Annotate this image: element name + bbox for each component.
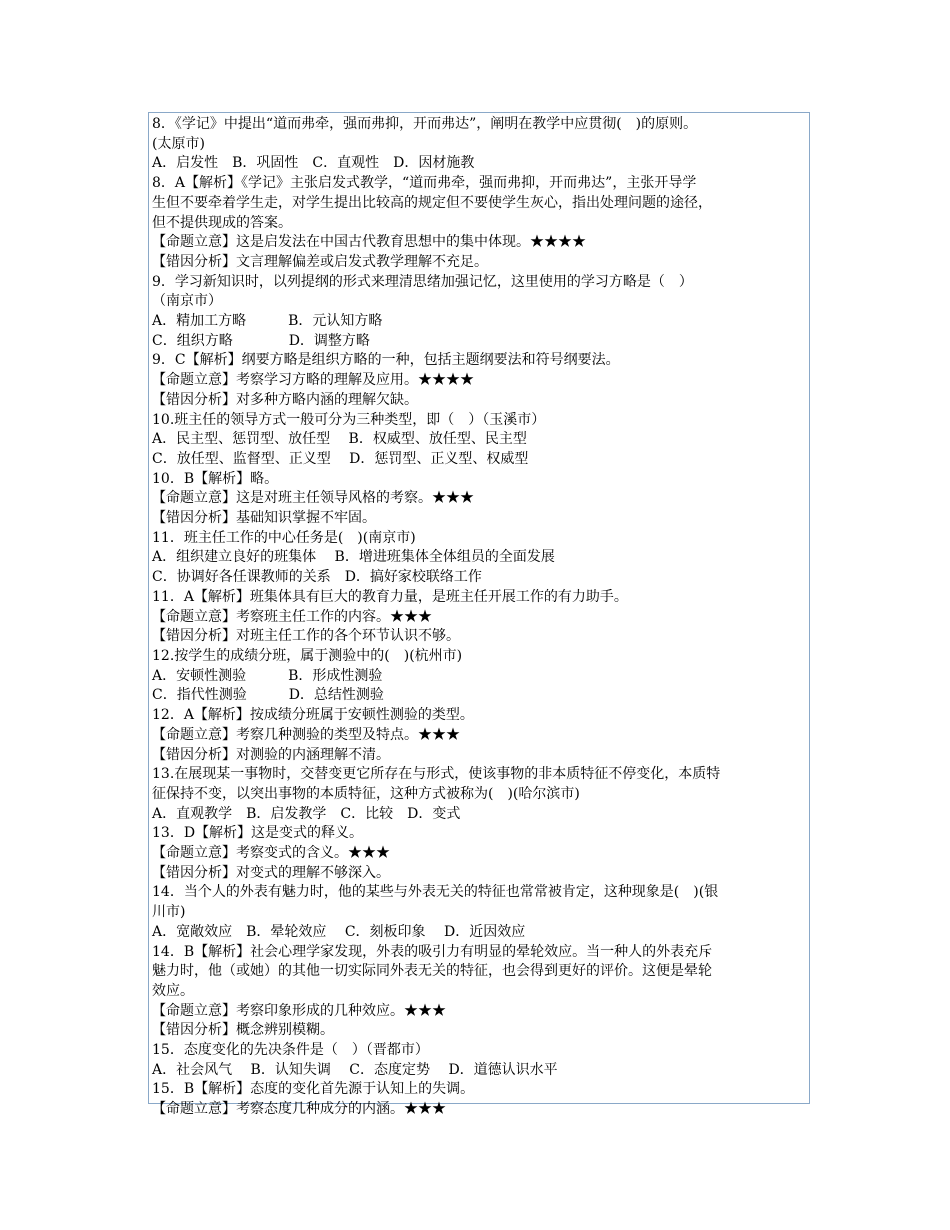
text-line: 【错因分析】文言理解偏差或启发式教学理解不充足。 (152, 253, 488, 270)
text-line: (太原市) (152, 135, 205, 152)
text-line: 【命题立意】考察学习方略的理解及应用。★★★★ (152, 372, 474, 389)
text-line: 川市) (152, 904, 186, 921)
text-line: 【命题立意】考察班主任工作的内容。★★★ (152, 608, 432, 625)
text-line: 14．B【解析】社会心理学家发现，外表的吸引力有明显的晕轮效应。当一种人的外表充斥 (152, 943, 713, 960)
text-line: 征保持不变，以突出事物的本质特征，这种方式被称为( )(哈尔滨市) (152, 785, 580, 802)
text-line: 【命题立意】这是启发法在中国古代教育思想中的集中体现。★★★★ (152, 234, 586, 251)
text-line: 14．当个人的外表有魅力时，他的某些与外表无关的特征也常常被肯定，这种现象是( )(银 (152, 884, 719, 901)
text-line: 9．学习新知识时，以列提纲的形式来理清思绪加强记忆，这里使用的学习方略是（ ） (152, 273, 693, 290)
text-line: 【命题立意】这是对班主任领导风格的考察。★★★ (152, 490, 474, 507)
text-line: A．精加工方略 B．元认知方略 (152, 313, 383, 330)
text-line: C．指代性测验 D．总结性测验 (152, 687, 384, 704)
text-line: 8．A【解析】《学记》主张启发式教学，“道而弗牵，强而弗抑，开而弗达”，主张开导学 (152, 175, 697, 192)
text-line: 【错因分析】对多种方略内涵的理解欠缺。 (152, 391, 418, 408)
text-line: （南京市） (152, 293, 222, 310)
text-line: 13.在展现某一事物时，交替变更它所存在与形式，使该事物的非本质特征不停变化，本质特 (152, 766, 721, 783)
text-line: 15．态度变化的先决条件是（ ）（晋都市） (152, 1042, 429, 1059)
text-line: 魅力时，他（或她）的其他一切实际同外表无关的特征，也会得到更好的评价。这便是晕轮 (152, 963, 712, 980)
text-line: 【命题立意】考察几种测验的类型及特点。★★★ (152, 726, 460, 743)
text-line: 10.班主任的领导方式一般可分为三种类型，即（ ）（玉溪市） (152, 411, 546, 428)
text-line: 10．B【解析】略。 (152, 470, 279, 487)
text-line: 15．B【解析】态度的变化首先源于认知上的失调。 (152, 1081, 475, 1098)
text-line: 但不提供现成的答案。 (152, 214, 292, 231)
text-line: 生但不要牵着学生走，对学生提出比较高的规定但不要使学生灰心，指出处理问题的途径， (152, 194, 712, 211)
text-line: A．社会风气 B．认知失调 C．态度定势 D．道德认识水平 (152, 1061, 558, 1078)
text-line: 12.按学生的成绩分班，属于测验中的( )(杭州市) (152, 647, 463, 664)
text-line: C．协调好各任课教师的关系 D．搞好家校联络工作 (152, 569, 482, 586)
text-line: 【命题立意】考察态度几种成分的内涵。★★★ (152, 1101, 446, 1118)
text-line: A．安顿性测验 B．形成性测验 (152, 667, 383, 684)
text-line: 【错因分析】对测验的内涵理解不清。 (152, 746, 390, 763)
text-line: 11．A【解析】班集体具有巨大的教育力量，是班主任开展工作的有力助手。 (152, 588, 628, 605)
text-line: A．启发性 B．巩固性 C．直观性 D．因材施教 (152, 155, 475, 172)
text-line: 【错因分析】基础知识掌握不牢固。 (152, 510, 376, 527)
text-line: 效应。 (152, 982, 194, 999)
text-line: 8．《学记》中提出“道而弗牵，强而弗抑，开而弗达”，阐明在教学中应贯彻( )的原则。 (152, 116, 698, 132)
text-line: 11．班主任工作的中心任务是( )(南京市) (152, 529, 416, 546)
text-line: C．放任型、监督型、正义型 D．惩罚型、正义型、权威型 (152, 450, 529, 467)
text-line: 【错因分析】对变式的理解不够深入。 (152, 864, 390, 881)
text-line: 【错因分析】概念辨别模糊。 (152, 1022, 334, 1039)
text-line: 【命题立意】考察印象形成的几种效应。★★★ (152, 1002, 446, 1019)
text-line: C．组织方略 D．调整方略 (152, 332, 370, 349)
text-line: A．民主型、惩罚型、放任型 B．权威型、放任型、民主型 (152, 431, 527, 448)
text-line: 12．A【解析】按成绩分班属于安顿性测验的类型。 (152, 707, 474, 724)
text-line: 9．C【解析】纲要方略是组织方略的一种，包括主题纲要法和符号纲要法。 (152, 352, 620, 369)
text-line: A．宽敞效应 B．晕轮效应 C．刻板印象 D．近因效应 (152, 923, 526, 940)
text-line: 【错因分析】对班主任工作的各个环节认识不够。 (152, 628, 460, 645)
content-frame (148, 112, 810, 1118)
text-line: 13．D【解析】这是变式的释义。 (152, 825, 364, 842)
text-line: 【命题立意】考察变式的含义。★★★ (152, 845, 390, 862)
text-line: A．直观教学 B．启发教学 C．比较 D．变式 (152, 805, 461, 822)
text-line: A．组织建立良好的班集体 B．增进班集体全体组员的全面发展 (152, 549, 555, 566)
